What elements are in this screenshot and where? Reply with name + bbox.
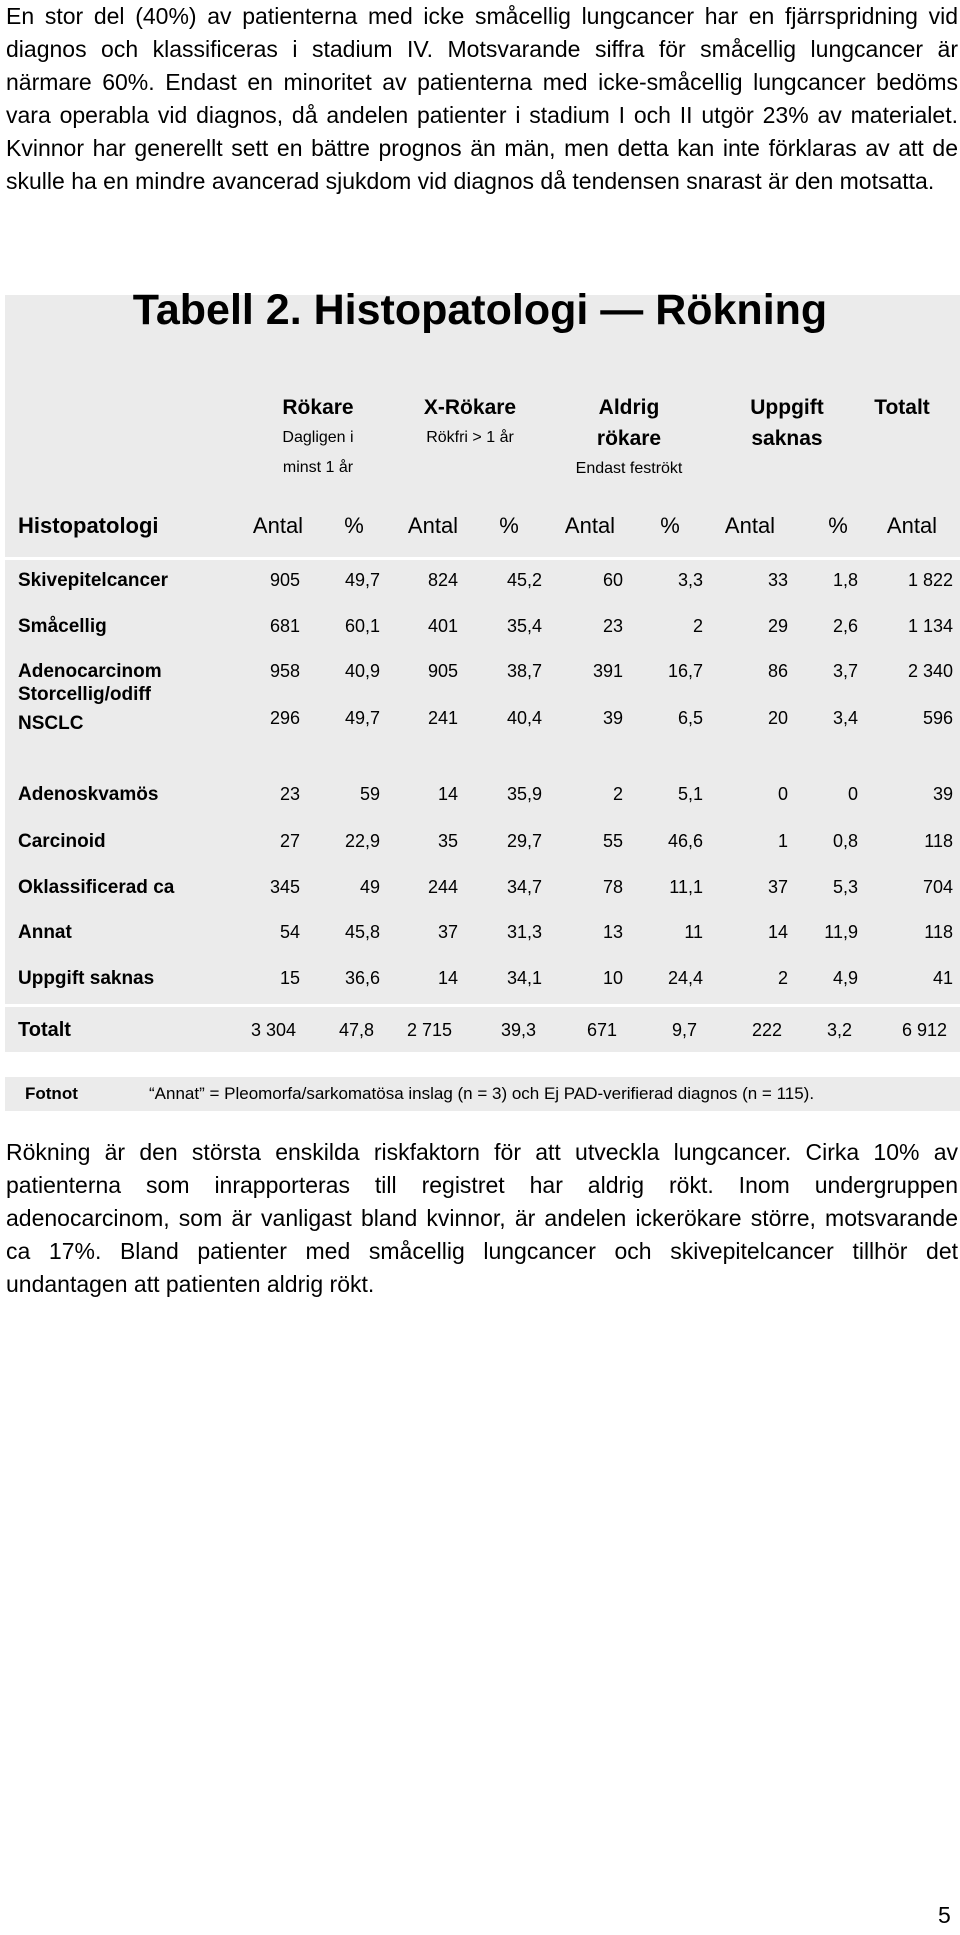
total-cell: 2 715 [406,1020,452,1040]
table-cell: 296 [269,708,300,728]
row-label: Carcinoid [18,831,106,852]
table-cell: 46,6 [667,831,703,851]
row-label: Storcellig/odiff NSCLC [18,684,151,734]
table-cell: 14 [437,968,458,988]
table-cell: 4,9 [832,968,858,988]
table-cell: 34,7 [506,877,542,897]
table-cell: 78 [602,877,623,897]
table-cell: 45,2 [506,570,542,590]
total-cell: 47,8 [338,1020,374,1040]
total-cell: 222 [751,1020,782,1040]
table-cell: 14 [767,922,788,942]
page-number: 5 [938,1902,951,1928]
colhead-aldrig-rokare: Aldrig rökare Endast feströkt [575,396,683,477]
table-cell: 37 [437,922,458,942]
table-cell: 6,5 [677,708,703,728]
footnote-text: “Annat” = Pleomorfa/sarkomatösa inslag (n = 3) och Ej PAD-verifierad diagnos (n = 115). [149,1084,815,1103]
unit-cell: % [660,513,680,538]
table-cell: 16,7 [667,661,703,681]
table-cell: 0,8 [832,831,858,851]
footnote-bar [5,1077,960,1111]
table-cell: 1 134 [907,616,953,636]
table-cell: 60,1 [344,616,380,636]
table-cell: 27 [279,831,300,851]
table-cell: 39 [602,708,623,728]
table-cell: 13 [602,922,623,942]
unit-cell: % [828,513,848,538]
table-cell: 49,7 [344,708,380,728]
table-cell: 20 [767,708,788,728]
colhead-x-rokare: X-Rökare Rökfri > 1 år [423,396,517,446]
table-cell: 41 [932,968,953,988]
outro-paragraph: Rökning är den största enskilda riskfaktorn för att utveckla lungcancer. Cirka 10% av patienterna som inrapporteras till registret har aldrig rökt. Inom undergruppen adenocarcinom, som är vanligast bland kvinnor, är andelen ickerökare större, motsvarande ca 17%. Bland patienter med småcellig lungcancer och skivepitelcancer tillhör det undantagen att patienten aldrig rökt. [6,1139,958,1297]
row-label: Adenoskvamös [18,784,159,805]
unit-cell: % [344,513,364,538]
table-separator [5,1004,960,1007]
row-label: Oklassificerad ca [18,877,175,898]
table-cell: 681 [269,616,300,636]
total-cell: 3,2 [826,1020,852,1040]
table-cell: 10 [602,968,623,988]
row-label: Uppgift saknas [18,968,155,989]
table-cell: 704 [922,877,953,897]
table-cell: 40,4 [506,708,542,728]
table-cell: 1 822 [907,570,953,590]
table-cell: 11,9 [824,922,858,942]
table-cell: 35,4 [506,616,542,636]
row-label: Småcellig [18,616,107,637]
table-cell: 40,9 [344,661,380,681]
table-cell: 23 [279,784,300,804]
row-header: Histopatologi [18,513,159,538]
table-cell: 35,9 [506,784,542,804]
table-cell: 31,3 [506,922,542,942]
table-cell: 345 [269,877,300,897]
table-cell: 86 [767,661,788,681]
table-cell: 23 [602,616,623,636]
table-cell: 905 [427,661,458,681]
table-cell: 15 [279,968,300,988]
unit-cell: Antal [407,513,459,538]
table-cell: 3,4 [832,708,858,728]
footnote-label: Fotnot [25,1084,78,1103]
table-cell: 45,8 [344,922,380,942]
table-cell: 824 [427,570,458,590]
table-cell: 49 [359,877,380,897]
table-cell: 11,1 [669,877,703,897]
table-cell: 244 [427,877,458,897]
table-cell: 958 [269,661,300,681]
table-cell: 596 [922,708,953,728]
table-cell: 39 [932,784,953,804]
table-cell: 14 [437,784,458,804]
total-cell: 6 912 [901,1020,947,1040]
table-cell: 3,3 [677,570,703,590]
table-cell: 33 [767,570,788,590]
table-cell: 2 [692,616,703,636]
table-cell: 0 [847,784,858,804]
table-cell: 2,6 [832,616,858,636]
total-cell: 39,3 [500,1020,536,1040]
table-cell: 401 [427,616,458,636]
table-cell: 55 [602,831,623,851]
table-cell: 22,9 [344,831,380,851]
table-cell: 5,1 [677,784,703,804]
table-cell: 3,7 [832,661,858,681]
table-cell: 0 [777,784,788,804]
colhead-rokare: Rökare Dagligen i minst 1 år [282,396,354,476]
table-cell: 241 [427,708,458,728]
table-cell: 1,8 [832,570,858,590]
table-cell: 36,6 [344,968,380,988]
table-cell: 2 [777,968,788,988]
table-cell: 24,4 [667,968,703,988]
row-label: Adenocarcinom [18,661,162,682]
unit-cell: % [499,513,519,538]
intro-paragraph: En stor del (40%) av patienterna med icke småcellig lungcancer har en fjärrspridning vid diagnos och klassificeras i stadium IV. Motsvarande siffra för småcellig lungcancer är närmare 60%. Endast en minoritet av patienterna med icke-småcellig lungcancer bedöms vara operabla vid diagnos, då andelen patienter i stadium I och II utgör 23% av materialet. Kvinnor har generellt sett en bättre prognos än män, men detta kan inte förklaras av att de skulle ha en mindre avancerad sjukdom vid diagnos då tendensen snarast är den motsatta. [6,3,958,194]
table-cell: 391 [592,661,623,681]
total-cell: 671 [586,1020,617,1040]
table-cell: 49,7 [344,570,380,590]
total-cell: 3 304 [250,1020,296,1040]
table-cell: 2 340 [907,661,953,681]
total-cell: 9,7 [671,1020,697,1040]
table-cell: 34,1 [506,968,542,988]
row-label: Skivepitelcancer [18,570,168,591]
table-cell: 38,7 [506,661,542,681]
table-cell: 11 [684,922,703,942]
table-cell: 35 [437,831,458,851]
table-cell: 1 [777,831,788,851]
unit-cell: Antal [252,513,304,538]
table-cell: 37 [767,877,788,897]
table-separator [5,557,960,560]
table-cell: 5,3 [832,877,858,897]
table-cell: 905 [269,570,300,590]
table-cell: 29,7 [506,831,542,851]
table-title: Tabell 2. Histopatologi — Rökning [132,286,828,334]
unit-cell: Antal [564,513,616,538]
table-cell: 54 [279,922,300,942]
table-cell: 118 [924,922,953,942]
row-label: Annat [18,922,72,943]
table-cell: 29 [767,616,788,636]
colhead-uppgift-saknas: Uppgift saknas [750,396,824,450]
table-cell: 59 [359,784,380,804]
unit-cell: Antal [886,513,938,538]
unit-cell: Antal [724,513,776,538]
table-cell: 118 [924,831,953,851]
table-cell: 60 [602,570,623,590]
colhead-totalt: Totalt [874,396,930,419]
table-cell: 2 [612,784,623,804]
total-label: Totalt [18,1019,71,1041]
